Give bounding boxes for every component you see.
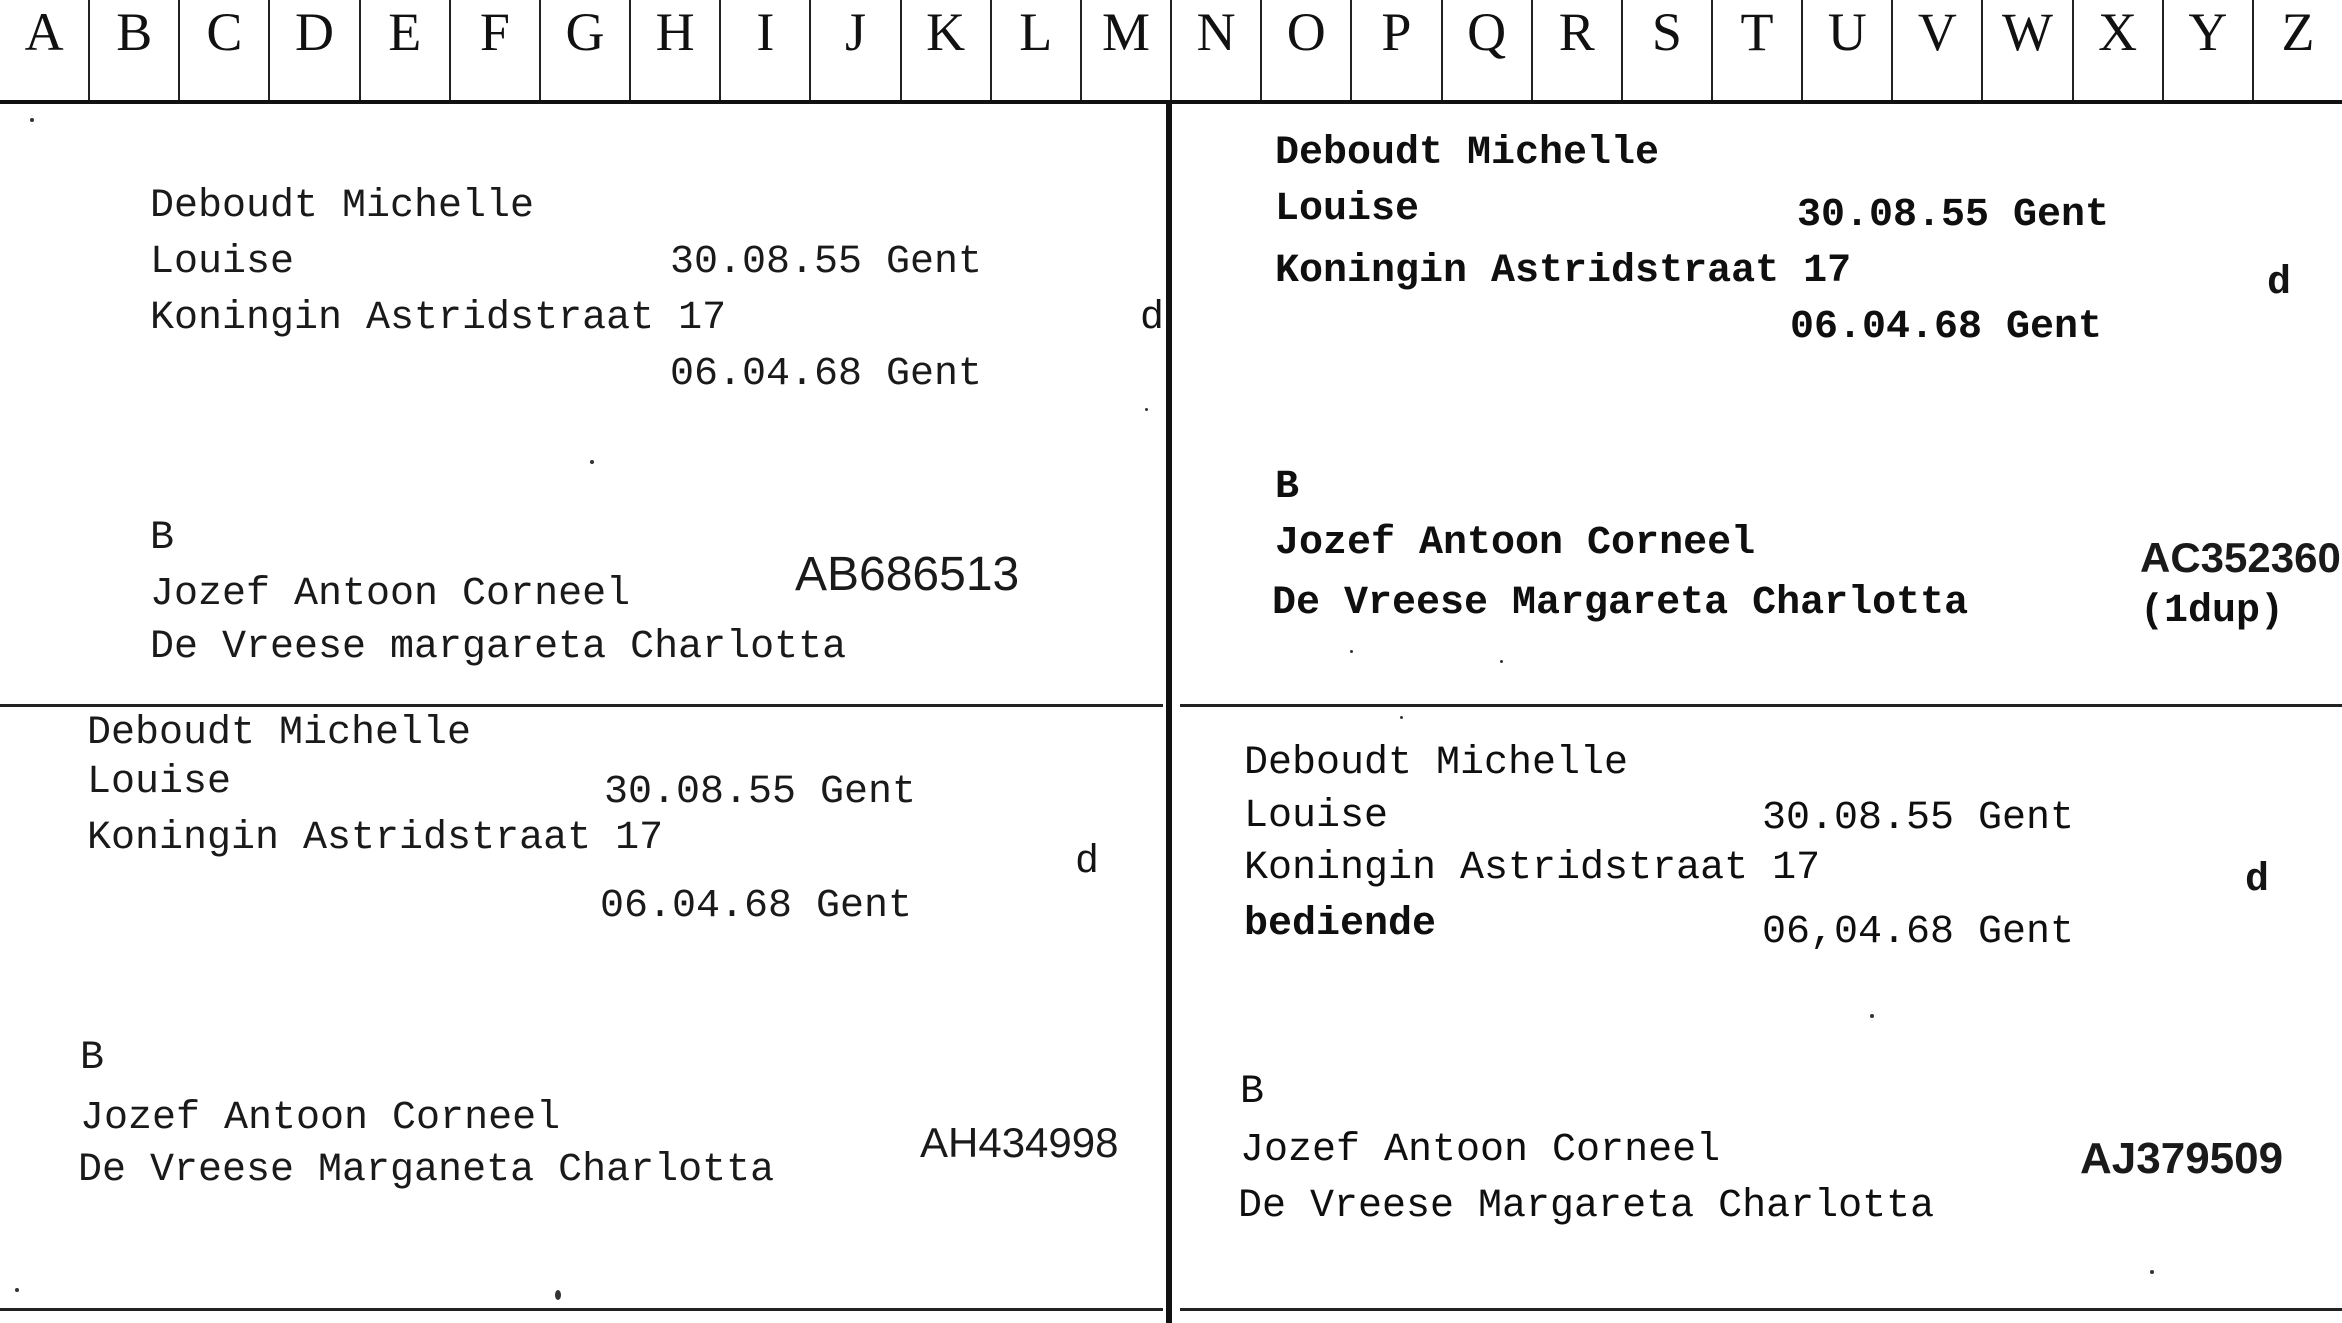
card-name-line: Deboudt Michelle (1275, 131, 1660, 176)
card-street: Koningin Astridstraat 17 (1244, 846, 1821, 891)
card-letter-b: B (1275, 465, 1300, 510)
index-letter-w: W (1983, 0, 2073, 100)
card-name-line: Deboudt Michelle (87, 711, 472, 756)
card-street: Koningin Astridstraat 17 (1275, 249, 1852, 294)
index-letter-t: T (1713, 0, 1803, 100)
index-letter-x: X (2074, 0, 2164, 100)
record-card-bottom-left (0, 707, 1163, 1307)
card-birth: 30.08.55 Gent (1797, 193, 2110, 238)
index-letter-o: O (1262, 0, 1352, 100)
scan-speck (555, 1290, 561, 1300)
card-father: Jozef Antoon Corneel (1240, 1128, 1721, 1173)
card-mother: De Vreese margareta Charlotta (150, 625, 847, 670)
card-occupation: bediende (1244, 902, 1437, 947)
card-name-line: Deboudt Michelle (1244, 741, 1629, 786)
card-birth: 30.08.55 Gent (604, 770, 917, 815)
scan-speck (590, 460, 594, 464)
index-letter-u: U (1803, 0, 1893, 100)
scan-speck (30, 118, 34, 122)
scan-speck (2150, 1270, 2154, 1274)
card-first-name: Louise (87, 760, 232, 805)
card-street: Koningin Astridstraat 17 (87, 816, 664, 861)
record-card-bottom-right (1172, 707, 2342, 1307)
card-date2: 06,04.68 Gent (1762, 910, 2075, 955)
index-letter-h: H (631, 0, 721, 100)
card-number: AC352360 (2140, 534, 2341, 581)
divider-right-bottom (1180, 1308, 2342, 1311)
index-letter-y: Y (2164, 0, 2254, 100)
card-first-name: Louise (1275, 187, 1420, 232)
card-date2: 06.04.68 Gent (670, 352, 983, 397)
card-father: Jozef Antoon Corneel (80, 1096, 561, 1141)
index-letter-s: S (1623, 0, 1713, 100)
card-mark: d (1075, 840, 1100, 885)
index-letter-d: D (270, 0, 360, 100)
card-date2: 06.04.68 Gent (600, 884, 913, 929)
card-date2: 06.04.68 Gent (1790, 305, 2103, 350)
scan-speck (1500, 660, 1503, 663)
index-letter-a: A (0, 0, 90, 100)
scan-speck (15, 1288, 19, 1292)
card-letter-b: B (150, 516, 175, 561)
card-birth: 30.08.55 Gent (1762, 796, 2075, 841)
card-father: Jozef Antoon Corneel (1275, 521, 1756, 566)
card-number: AH434998 (920, 1119, 1119, 1166)
record-card-top-right (1172, 104, 2342, 704)
card-mother: De Vreese Margareta Charlotta (1238, 1184, 1935, 1229)
divider-left-bottom (0, 1308, 1163, 1311)
scan-speck (1400, 716, 1403, 719)
card-mother: De Vreese Marganeta Charlotta (78, 1148, 775, 1193)
card-father: Jozef Antoon Corneel (150, 572, 631, 617)
scan-speck (1145, 408, 1148, 411)
index-letter-v: V (1893, 0, 1983, 100)
card-name-line: Deboudt Michelle (150, 184, 535, 229)
card-mother: De Vreese Margareta Charlotta (1272, 581, 1969, 626)
index-letter-g: G (541, 0, 631, 100)
card-number: AB686513 (795, 548, 1020, 601)
card-number: AJ379509 (2080, 1134, 2284, 1183)
scan-speck (1350, 650, 1353, 653)
index-letter-k: K (902, 0, 992, 100)
index-letter-f: F (451, 0, 541, 100)
index-letter-b: B (90, 0, 180, 100)
card-letter-b: B (1240, 1070, 1265, 1115)
card-letter-b: B (80, 1036, 105, 1081)
index-letter-z: Z (2281, 2, 2315, 62)
record-card-top-left (0, 104, 1163, 704)
card-number-note: (1dup) (2140, 589, 2285, 634)
alphabet-index-strip (0, 0, 2342, 104)
card-mark: d (1140, 296, 1165, 341)
index-letter-p: P (1352, 0, 1442, 100)
index-letter-r: R (1533, 0, 1623, 100)
index-letter-e: E (361, 0, 451, 100)
index-letter-j: J (811, 0, 901, 100)
index-letter-i: I (721, 0, 811, 100)
card-birth: 30.08.55 Gent (670, 240, 983, 285)
index-letter-n: N (1172, 0, 1262, 100)
scan-speck (1870, 1014, 1874, 1018)
index-letter-q: Q (1443, 0, 1533, 100)
card-street: Koningin Astridstraat 17 (150, 296, 727, 341)
card-mark: d (2267, 261, 2292, 306)
card-mark: d (2245, 858, 2270, 903)
index-letter-m: M (1082, 0, 1172, 100)
index-letter-l: L (992, 0, 1082, 100)
card-first-name: Louise (150, 240, 295, 285)
card-first-name: Louise (1244, 794, 1389, 839)
index-letter-c: C (180, 0, 270, 100)
